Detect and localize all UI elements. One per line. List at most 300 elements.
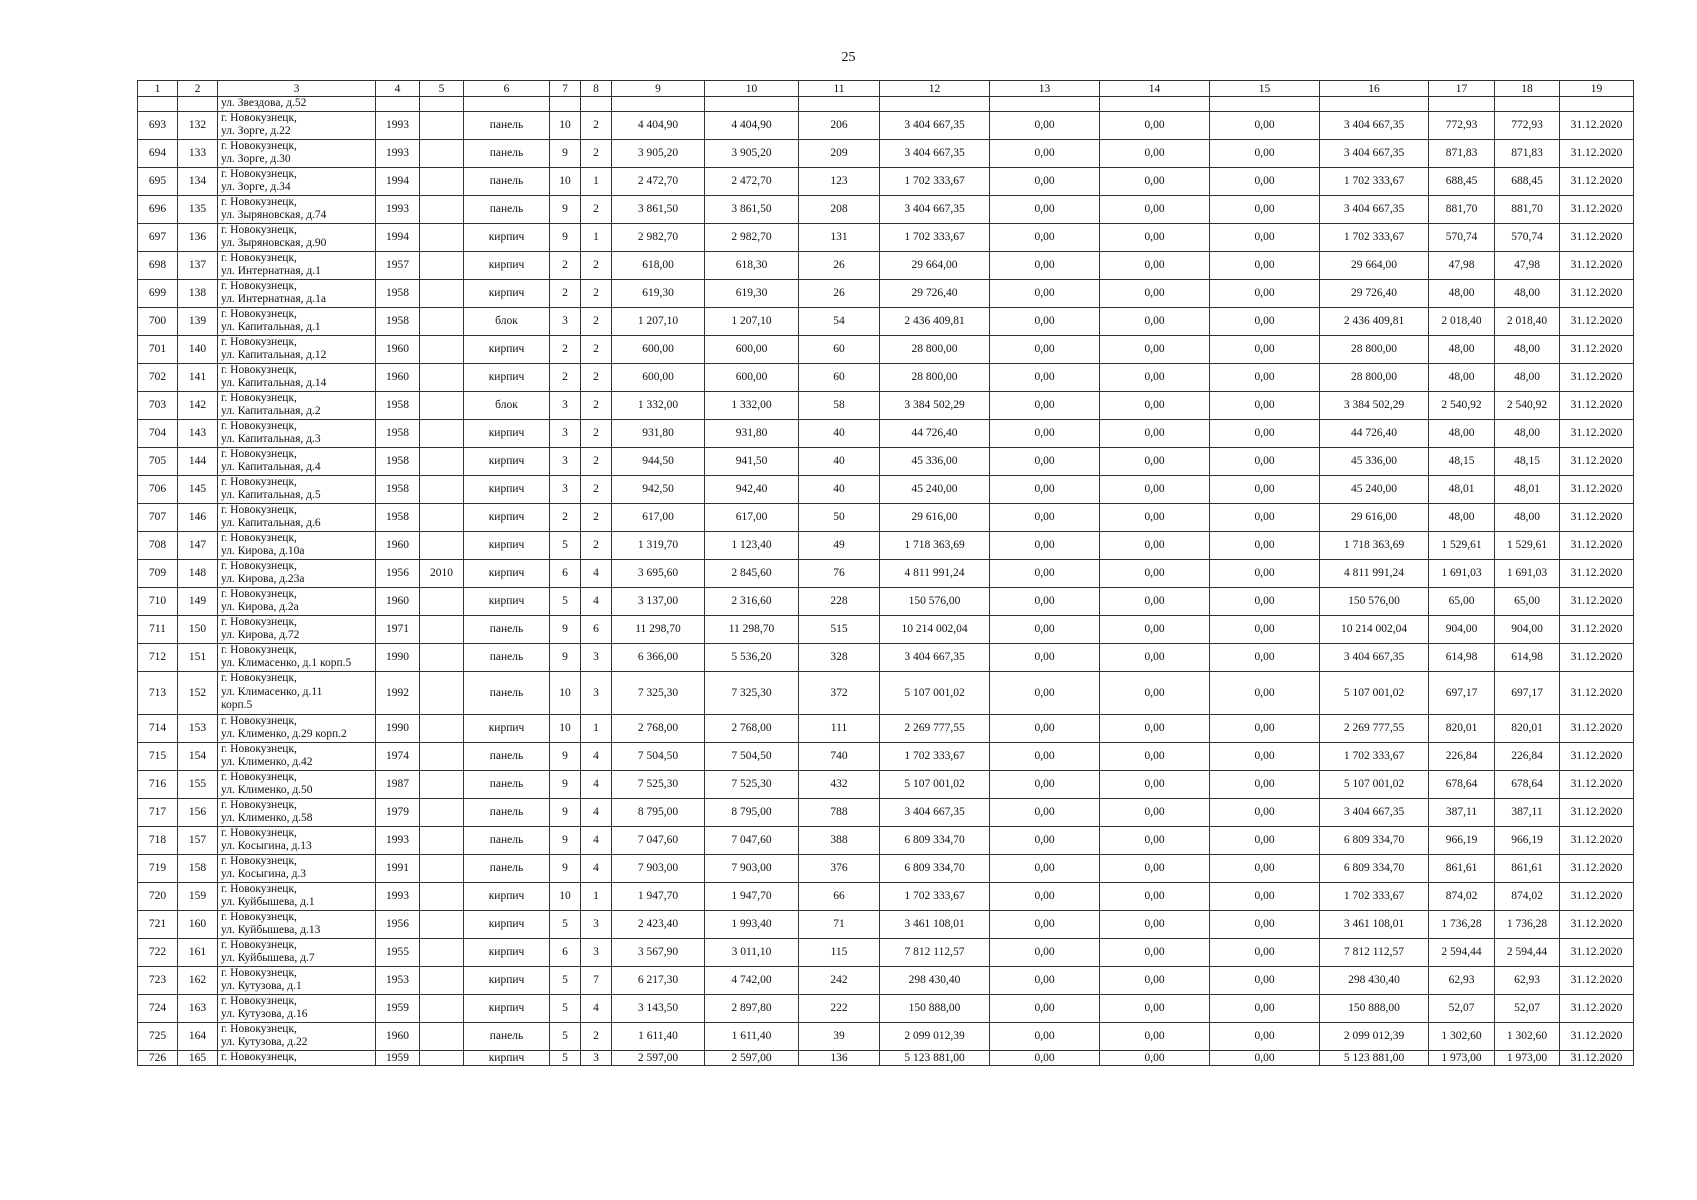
federal-funds-cell: 0,00 <box>990 742 1100 770</box>
residents-cell: 228 <box>799 587 880 615</box>
living-area-cell: 618,30 <box>705 251 799 279</box>
wall-material-cell: панель <box>464 854 550 882</box>
address-cell <box>218 714 376 742</box>
unit-cost-cell: 48,15 <box>1429 447 1495 475</box>
residents-cell: 740 <box>799 742 880 770</box>
owner-funds-cell: 1 702 333,67 <box>1320 223 1429 251</box>
table-row <box>138 938 1634 966</box>
living-area-cell: 1 207,10 <box>705 307 799 335</box>
year-built-cell: 1990 <box>376 643 420 671</box>
street-line: ул. Капитальная, д.3 <box>221 433 321 445</box>
wall-material-cell: кирпич <box>464 419 550 447</box>
local-funds-cell: 0,00 <box>1210 671 1320 714</box>
floors-cell: 5 <box>550 1022 581 1050</box>
local-funds-cell: 0,00 <box>1210 770 1320 798</box>
regional-funds-cell: 0,00 <box>1100 1050 1210 1065</box>
max-unit-cost-cell: 65,00 <box>1495 587 1560 615</box>
address-cell <box>218 910 376 938</box>
residents-cell: 515 <box>799 615 880 643</box>
address-cell <box>218 882 376 910</box>
table-row <box>138 714 1634 742</box>
living-area-cell: 2 597,00 <box>705 1050 799 1065</box>
year-built-cell: 1958 <box>376 503 420 531</box>
residents-cell: 49 <box>799 531 880 559</box>
unit-cost-cell: 966,19 <box>1429 826 1495 854</box>
city-line: г. Новокузнецк, <box>221 770 297 783</box>
column-header: 11 <box>799 81 880 97</box>
city-line: г. Новокузнецк, <box>221 938 297 951</box>
total-area-cell: 3 905,20 <box>612 139 705 167</box>
total-cost-cell: 28 800,00 <box>880 335 990 363</box>
owner-funds-cell: 6 809 334,70 <box>1320 854 1429 882</box>
wall-material-cell: кирпич <box>464 882 550 910</box>
city-line: г. Новокузнецк, <box>221 882 297 895</box>
year-built-cell: 1993 <box>376 195 420 223</box>
local-funds-cell: 0,00 <box>1210 475 1320 503</box>
local-number-cell: 165 <box>178 1050 218 1065</box>
total-area-cell: 617,00 <box>612 503 705 531</box>
empty-cell <box>1210 97 1320 112</box>
residents-cell: 76 <box>799 559 880 587</box>
floors-cell: 2 <box>550 363 581 391</box>
local-funds-cell: 0,00 <box>1210 615 1320 643</box>
local-number-cell: 139 <box>178 307 218 335</box>
total-cost-cell: 3 404 667,35 <box>880 139 990 167</box>
owner-funds-cell: 44 726,40 <box>1320 419 1429 447</box>
street-line: ул. Кутузова, д.22 <box>221 1036 308 1048</box>
wall-material-cell: кирпич <box>464 223 550 251</box>
max-unit-cost-cell: 48,01 <box>1495 475 1560 503</box>
total-cost-cell: 2 099 012,39 <box>880 1022 990 1050</box>
floors-cell: 6 <box>550 559 581 587</box>
city-line: г. Новокузнецк, <box>221 419 297 432</box>
street-line: ул. Капитальная, д.4 <box>221 461 321 473</box>
max-unit-cost-cell: 697,17 <box>1495 671 1560 714</box>
wall-material-cell: кирпич <box>464 910 550 938</box>
local-funds-cell: 0,00 <box>1210 798 1320 826</box>
deadline-cell: 31.12.2020 <box>1560 419 1634 447</box>
residents-cell: 39 <box>799 1022 880 1050</box>
living-area-cell: 941,50 <box>705 447 799 475</box>
table-row <box>138 391 1634 419</box>
floors-cell: 9 <box>550 854 581 882</box>
floors-cell: 9 <box>550 195 581 223</box>
max-unit-cost-cell: 47,98 <box>1495 251 1560 279</box>
unit-cost-cell: 47,98 <box>1429 251 1495 279</box>
local-funds-cell: 0,00 <box>1210 994 1320 1022</box>
deadline-cell: 31.12.2020 <box>1560 966 1634 994</box>
continuation-row <box>138 97 1634 112</box>
regional-funds-cell: 0,00 <box>1100 742 1210 770</box>
empty-cell <box>464 97 550 112</box>
residents-cell: 26 <box>799 279 880 307</box>
residents-cell: 136 <box>799 1050 880 1065</box>
unit-cost-cell: 904,00 <box>1429 615 1495 643</box>
owner-funds-cell: 3 404 667,35 <box>1320 195 1429 223</box>
address-cell <box>218 1050 376 1065</box>
unit-cost-cell: 62,93 <box>1429 966 1495 994</box>
year-built-cell: 1993 <box>376 826 420 854</box>
wall-material-cell: кирпич <box>464 714 550 742</box>
street-line: ул. Куйбышева, д.13 <box>221 924 321 936</box>
unit-cost-cell: 678,64 <box>1429 770 1495 798</box>
table-row <box>138 910 1634 938</box>
residents-cell: 60 <box>799 363 880 391</box>
wall-material-cell: панель <box>464 643 550 671</box>
owner-funds-cell: 2 269 777,55 <box>1320 714 1429 742</box>
regional-funds-cell: 0,00 <box>1100 854 1210 882</box>
deadline-cell: 31.12.2020 <box>1560 910 1634 938</box>
street-line: ул. Зорге, д.22 <box>221 125 291 137</box>
living-area-cell: 8 795,00 <box>705 798 799 826</box>
city-line: г. Новокузнецк, <box>221 531 297 544</box>
row-number-cell: 716 <box>138 770 178 798</box>
table-row <box>138 882 1634 910</box>
column-header: 13 <box>990 81 1100 97</box>
total-cost-cell: 6 809 334,70 <box>880 826 990 854</box>
street-line: ул. Климасенко, д.11 <box>221 685 323 698</box>
row-number-cell: 712 <box>138 643 178 671</box>
year-built-cell: 1958 <box>376 391 420 419</box>
total-cost-cell: 3 404 667,35 <box>880 111 990 139</box>
deadline-cell: 31.12.2020 <box>1560 391 1634 419</box>
deadline-cell: 31.12.2020 <box>1560 167 1634 195</box>
year-built-cell: 1993 <box>376 139 420 167</box>
owner-funds-cell: 45 336,00 <box>1320 447 1429 475</box>
local-funds-cell: 0,00 <box>1210 195 1320 223</box>
federal-funds-cell: 0,00 <box>990 770 1100 798</box>
owner-funds-cell: 3 404 667,35 <box>1320 111 1429 139</box>
year-reconstructed-cell <box>420 643 464 671</box>
year-reconstructed-cell <box>420 307 464 335</box>
regional-funds-cell: 0,00 <box>1100 419 1210 447</box>
federal-funds-cell: 0,00 <box>990 559 1100 587</box>
street-line: ул. Интернатная, д.1 <box>221 265 321 277</box>
federal-funds-cell: 0,00 <box>990 994 1100 1022</box>
street-line: ул. Зыряновская, д.90 <box>221 237 327 249</box>
local-funds-cell: 0,00 <box>1210 1022 1320 1050</box>
regional-funds-cell: 0,00 <box>1100 770 1210 798</box>
max-unit-cost-cell: 570,74 <box>1495 223 1560 251</box>
row-number-cell: 700 <box>138 307 178 335</box>
row-number-cell: 717 <box>138 798 178 826</box>
regional-funds-cell: 0,00 <box>1100 279 1210 307</box>
regional-funds-cell: 0,00 <box>1100 475 1210 503</box>
local-number-cell: 151 <box>178 643 218 671</box>
table-row <box>138 643 1634 671</box>
max-unit-cost-cell: 387,11 <box>1495 798 1560 826</box>
total-cost-cell: 3 404 667,35 <box>880 643 990 671</box>
deadline-cell: 31.12.2020 <box>1560 826 1634 854</box>
federal-funds-cell: 0,00 <box>990 910 1100 938</box>
unit-cost-cell: 2 540,92 <box>1429 391 1495 419</box>
city-line: г. Новокузнецк, <box>221 587 297 600</box>
owner-funds-cell: 7 812 112,57 <box>1320 938 1429 966</box>
residents-cell: 123 <box>799 167 880 195</box>
entrances-cell: 2 <box>581 195 612 223</box>
city-line: г. Новокузнецк, <box>221 503 297 516</box>
residents-cell: 222 <box>799 994 880 1022</box>
year-reconstructed-cell <box>420 391 464 419</box>
residents-cell: 40 <box>799 419 880 447</box>
year-reconstructed-cell <box>420 798 464 826</box>
total-area-cell: 3 137,00 <box>612 587 705 615</box>
year-reconstructed-cell <box>420 503 464 531</box>
residents-cell: 206 <box>799 111 880 139</box>
federal-funds-cell: 0,00 <box>990 854 1100 882</box>
address-cell <box>218 223 376 251</box>
total-area-cell: 6 217,30 <box>612 966 705 994</box>
address-cell <box>218 391 376 419</box>
max-unit-cost-cell: 678,64 <box>1495 770 1560 798</box>
total-area-cell: 619,30 <box>612 279 705 307</box>
unit-cost-cell: 688,45 <box>1429 167 1495 195</box>
local-number-cell: 148 <box>178 559 218 587</box>
empty-cell <box>612 97 705 112</box>
deadline-cell: 31.12.2020 <box>1560 1050 1634 1065</box>
address-cell <box>218 503 376 531</box>
floors-cell: 2 <box>550 335 581 363</box>
living-area-cell: 3 011,10 <box>705 938 799 966</box>
deadline-cell: 31.12.2020 <box>1560 279 1634 307</box>
local-number-cell: 162 <box>178 966 218 994</box>
max-unit-cost-cell: 874,02 <box>1495 882 1560 910</box>
deadline-cell: 31.12.2020 <box>1560 363 1634 391</box>
empty-cell <box>420 97 464 112</box>
year-reconstructed-cell <box>420 714 464 742</box>
regional-funds-cell: 0,00 <box>1100 559 1210 587</box>
unit-cost-cell: 1 302,60 <box>1429 1022 1495 1050</box>
federal-funds-cell: 0,00 <box>990 966 1100 994</box>
owner-funds-cell: 28 800,00 <box>1320 363 1429 391</box>
local-number-cell: 145 <box>178 475 218 503</box>
year-reconstructed-cell <box>420 1022 464 1050</box>
floors-cell: 3 <box>550 391 581 419</box>
year-built-cell: 1960 <box>376 587 420 615</box>
entrances-cell: 4 <box>581 994 612 1022</box>
empty-cell <box>1560 97 1634 112</box>
row-number-cell: 707 <box>138 503 178 531</box>
federal-funds-cell: 0,00 <box>990 279 1100 307</box>
residents-cell: 115 <box>799 938 880 966</box>
living-area-cell: 2 982,70 <box>705 223 799 251</box>
table-row <box>138 798 1634 826</box>
entrances-cell: 2 <box>581 335 612 363</box>
street-line: ул. Косыгина, д.3 <box>221 868 307 880</box>
entrances-cell: 4 <box>581 587 612 615</box>
total-area-cell: 1 947,70 <box>612 882 705 910</box>
floors-cell: 9 <box>550 770 581 798</box>
local-number-cell: 157 <box>178 826 218 854</box>
column-header: 5 <box>420 81 464 97</box>
deadline-cell: 31.12.2020 <box>1560 307 1634 335</box>
deadline-cell: 31.12.2020 <box>1560 938 1634 966</box>
max-unit-cost-cell: 820,01 <box>1495 714 1560 742</box>
local-number-cell: 163 <box>178 994 218 1022</box>
total-area-cell: 3 567,90 <box>612 938 705 966</box>
total-cost-cell: 3 384 502,29 <box>880 391 990 419</box>
floors-cell: 6 <box>550 938 581 966</box>
year-reconstructed-cell <box>420 447 464 475</box>
year-reconstructed-cell <box>420 195 464 223</box>
floors-cell: 9 <box>550 742 581 770</box>
column-number-header-row <box>138 81 1634 97</box>
city-line: г. Новокузнецк, <box>221 559 297 572</box>
table-row <box>138 531 1634 559</box>
row-number-cell: 701 <box>138 335 178 363</box>
federal-funds-cell: 0,00 <box>990 1050 1100 1065</box>
year-built-cell: 1991 <box>376 854 420 882</box>
owner-funds-cell: 298 430,40 <box>1320 966 1429 994</box>
local-number-cell: 149 <box>178 587 218 615</box>
street-line: ул. Капитальная, д.1 <box>221 321 321 333</box>
federal-funds-cell: 0,00 <box>990 391 1100 419</box>
total-cost-cell: 7 812 112,57 <box>880 938 990 966</box>
row-number-cell: 694 <box>138 139 178 167</box>
federal-funds-cell: 0,00 <box>990 826 1100 854</box>
street-line: ул. Зыряновская, д.74 <box>221 209 327 221</box>
max-unit-cost-cell: 48,00 <box>1495 503 1560 531</box>
row-number-cell: 709 <box>138 559 178 587</box>
column-header: 19 <box>1560 81 1634 97</box>
local-funds-cell: 0,00 <box>1210 335 1320 363</box>
wall-material-cell: кирпич <box>464 503 550 531</box>
empty-cell <box>1100 97 1210 112</box>
street-line: ул. Кирова, д.72 <box>221 629 300 641</box>
wall-material-cell: кирпич <box>464 335 550 363</box>
total-cost-cell: 29 616,00 <box>880 503 990 531</box>
year-reconstructed-cell <box>420 938 464 966</box>
total-cost-cell: 6 809 334,70 <box>880 854 990 882</box>
row-number-cell: 697 <box>138 223 178 251</box>
year-built-cell: 1958 <box>376 447 420 475</box>
living-area-cell: 942,40 <box>705 475 799 503</box>
address-cell <box>218 363 376 391</box>
living-area-cell: 7 903,00 <box>705 854 799 882</box>
unit-cost-cell: 614,98 <box>1429 643 1495 671</box>
total-area-cell: 2 597,00 <box>612 1050 705 1065</box>
wall-material-cell: кирпич <box>464 559 550 587</box>
local-number-cell: 159 <box>178 882 218 910</box>
local-funds-cell: 0,00 <box>1210 167 1320 195</box>
living-area-cell: 11 298,70 <box>705 615 799 643</box>
max-unit-cost-cell: 688,45 <box>1495 167 1560 195</box>
street-line: ул. Капитальная, д.12 <box>221 349 327 361</box>
street-line: ул. Кутузова, д.1 <box>221 980 302 992</box>
row-number-cell: 710 <box>138 587 178 615</box>
max-unit-cost-cell: 48,00 <box>1495 419 1560 447</box>
federal-funds-cell: 0,00 <box>990 335 1100 363</box>
wall-material-cell: панель <box>464 139 550 167</box>
local-funds-cell: 0,00 <box>1210 714 1320 742</box>
wall-material-cell: кирпич <box>464 938 550 966</box>
floors-cell: 9 <box>550 826 581 854</box>
regional-funds-cell: 0,00 <box>1100 615 1210 643</box>
floors-cell: 3 <box>550 447 581 475</box>
city-line: г. Новокузнецк, <box>221 279 297 292</box>
local-number-cell: 153 <box>178 714 218 742</box>
wall-material-cell: блок <box>464 391 550 419</box>
regional-funds-cell: 0,00 <box>1100 587 1210 615</box>
total-area-cell: 942,50 <box>612 475 705 503</box>
total-area-cell: 1 207,10 <box>612 307 705 335</box>
residents-cell: 40 <box>799 475 880 503</box>
street-line: ул. Интернатная, д.1а <box>221 293 326 305</box>
residents-cell: 432 <box>799 770 880 798</box>
city-line: г. Новокузнецк, <box>221 475 297 488</box>
city-line: г. Новокузнецк, <box>221 1022 297 1035</box>
federal-funds-cell: 0,00 <box>990 587 1100 615</box>
total-area-cell: 7 903,00 <box>612 854 705 882</box>
entrances-cell: 1 <box>581 167 612 195</box>
table-body <box>138 97 1634 1066</box>
floors-cell: 9 <box>550 139 581 167</box>
wall-material-cell: кирпич <box>464 1050 550 1065</box>
max-unit-cost-cell: 1 736,28 <box>1495 910 1560 938</box>
column-header: 14 <box>1100 81 1210 97</box>
address-cell <box>218 826 376 854</box>
street-line: ул. Кирова, д.23а <box>221 573 305 585</box>
wall-material-cell: панель <box>464 742 550 770</box>
address-cell <box>218 167 376 195</box>
address-cell <box>218 587 376 615</box>
row-number-cell: 706 <box>138 475 178 503</box>
wall-material-cell: панель <box>464 770 550 798</box>
empty-cell <box>178 97 218 112</box>
year-built-cell: 1992 <box>376 671 420 714</box>
empty-cell <box>705 97 799 112</box>
year-built-cell: 1958 <box>376 475 420 503</box>
table-row <box>138 994 1634 1022</box>
max-unit-cost-cell: 1 973,00 <box>1495 1050 1560 1065</box>
wall-material-cell: блок <box>464 307 550 335</box>
total-area-cell: 2 982,70 <box>612 223 705 251</box>
entrances-cell: 4 <box>581 770 612 798</box>
deadline-cell: 31.12.2020 <box>1560 475 1634 503</box>
living-area-cell: 1 123,40 <box>705 531 799 559</box>
local-funds-cell: 0,00 <box>1210 966 1320 994</box>
year-built-cell: 1955 <box>376 938 420 966</box>
deadline-cell: 31.12.2020 <box>1560 742 1634 770</box>
deadline-cell: 31.12.2020 <box>1560 714 1634 742</box>
regional-funds-cell: 0,00 <box>1100 167 1210 195</box>
unit-cost-cell: 772,93 <box>1429 111 1495 139</box>
max-unit-cost-cell: 226,84 <box>1495 742 1560 770</box>
entrances-cell: 4 <box>581 559 612 587</box>
city-line: г. Новокузнецк, <box>221 363 297 376</box>
local-number-cell: 140 <box>178 335 218 363</box>
residents-cell: 40 <box>799 447 880 475</box>
entrances-cell: 2 <box>581 475 612 503</box>
floors-cell: 2 <box>550 279 581 307</box>
table-row <box>138 139 1634 167</box>
living-area-cell: 5 536,20 <box>705 643 799 671</box>
local-number-cell: 158 <box>178 854 218 882</box>
unit-cost-cell: 2 018,40 <box>1429 307 1495 335</box>
entrances-cell: 4 <box>581 854 612 882</box>
street-line: ул. Зорге, д.34 <box>221 181 291 193</box>
federal-funds-cell: 0,00 <box>990 643 1100 671</box>
entrances-cell: 2 <box>581 363 612 391</box>
table-row <box>138 279 1634 307</box>
street-line: ул. Куйбышева, д.1 <box>221 896 315 908</box>
living-area-cell: 1 332,00 <box>705 391 799 419</box>
unit-cost-cell: 1 529,61 <box>1429 531 1495 559</box>
table-row <box>138 503 1634 531</box>
city-line: г. Новокузнецк, <box>221 307 297 320</box>
federal-funds-cell: 0,00 <box>990 307 1100 335</box>
regional-funds-cell: 0,00 <box>1100 798 1210 826</box>
